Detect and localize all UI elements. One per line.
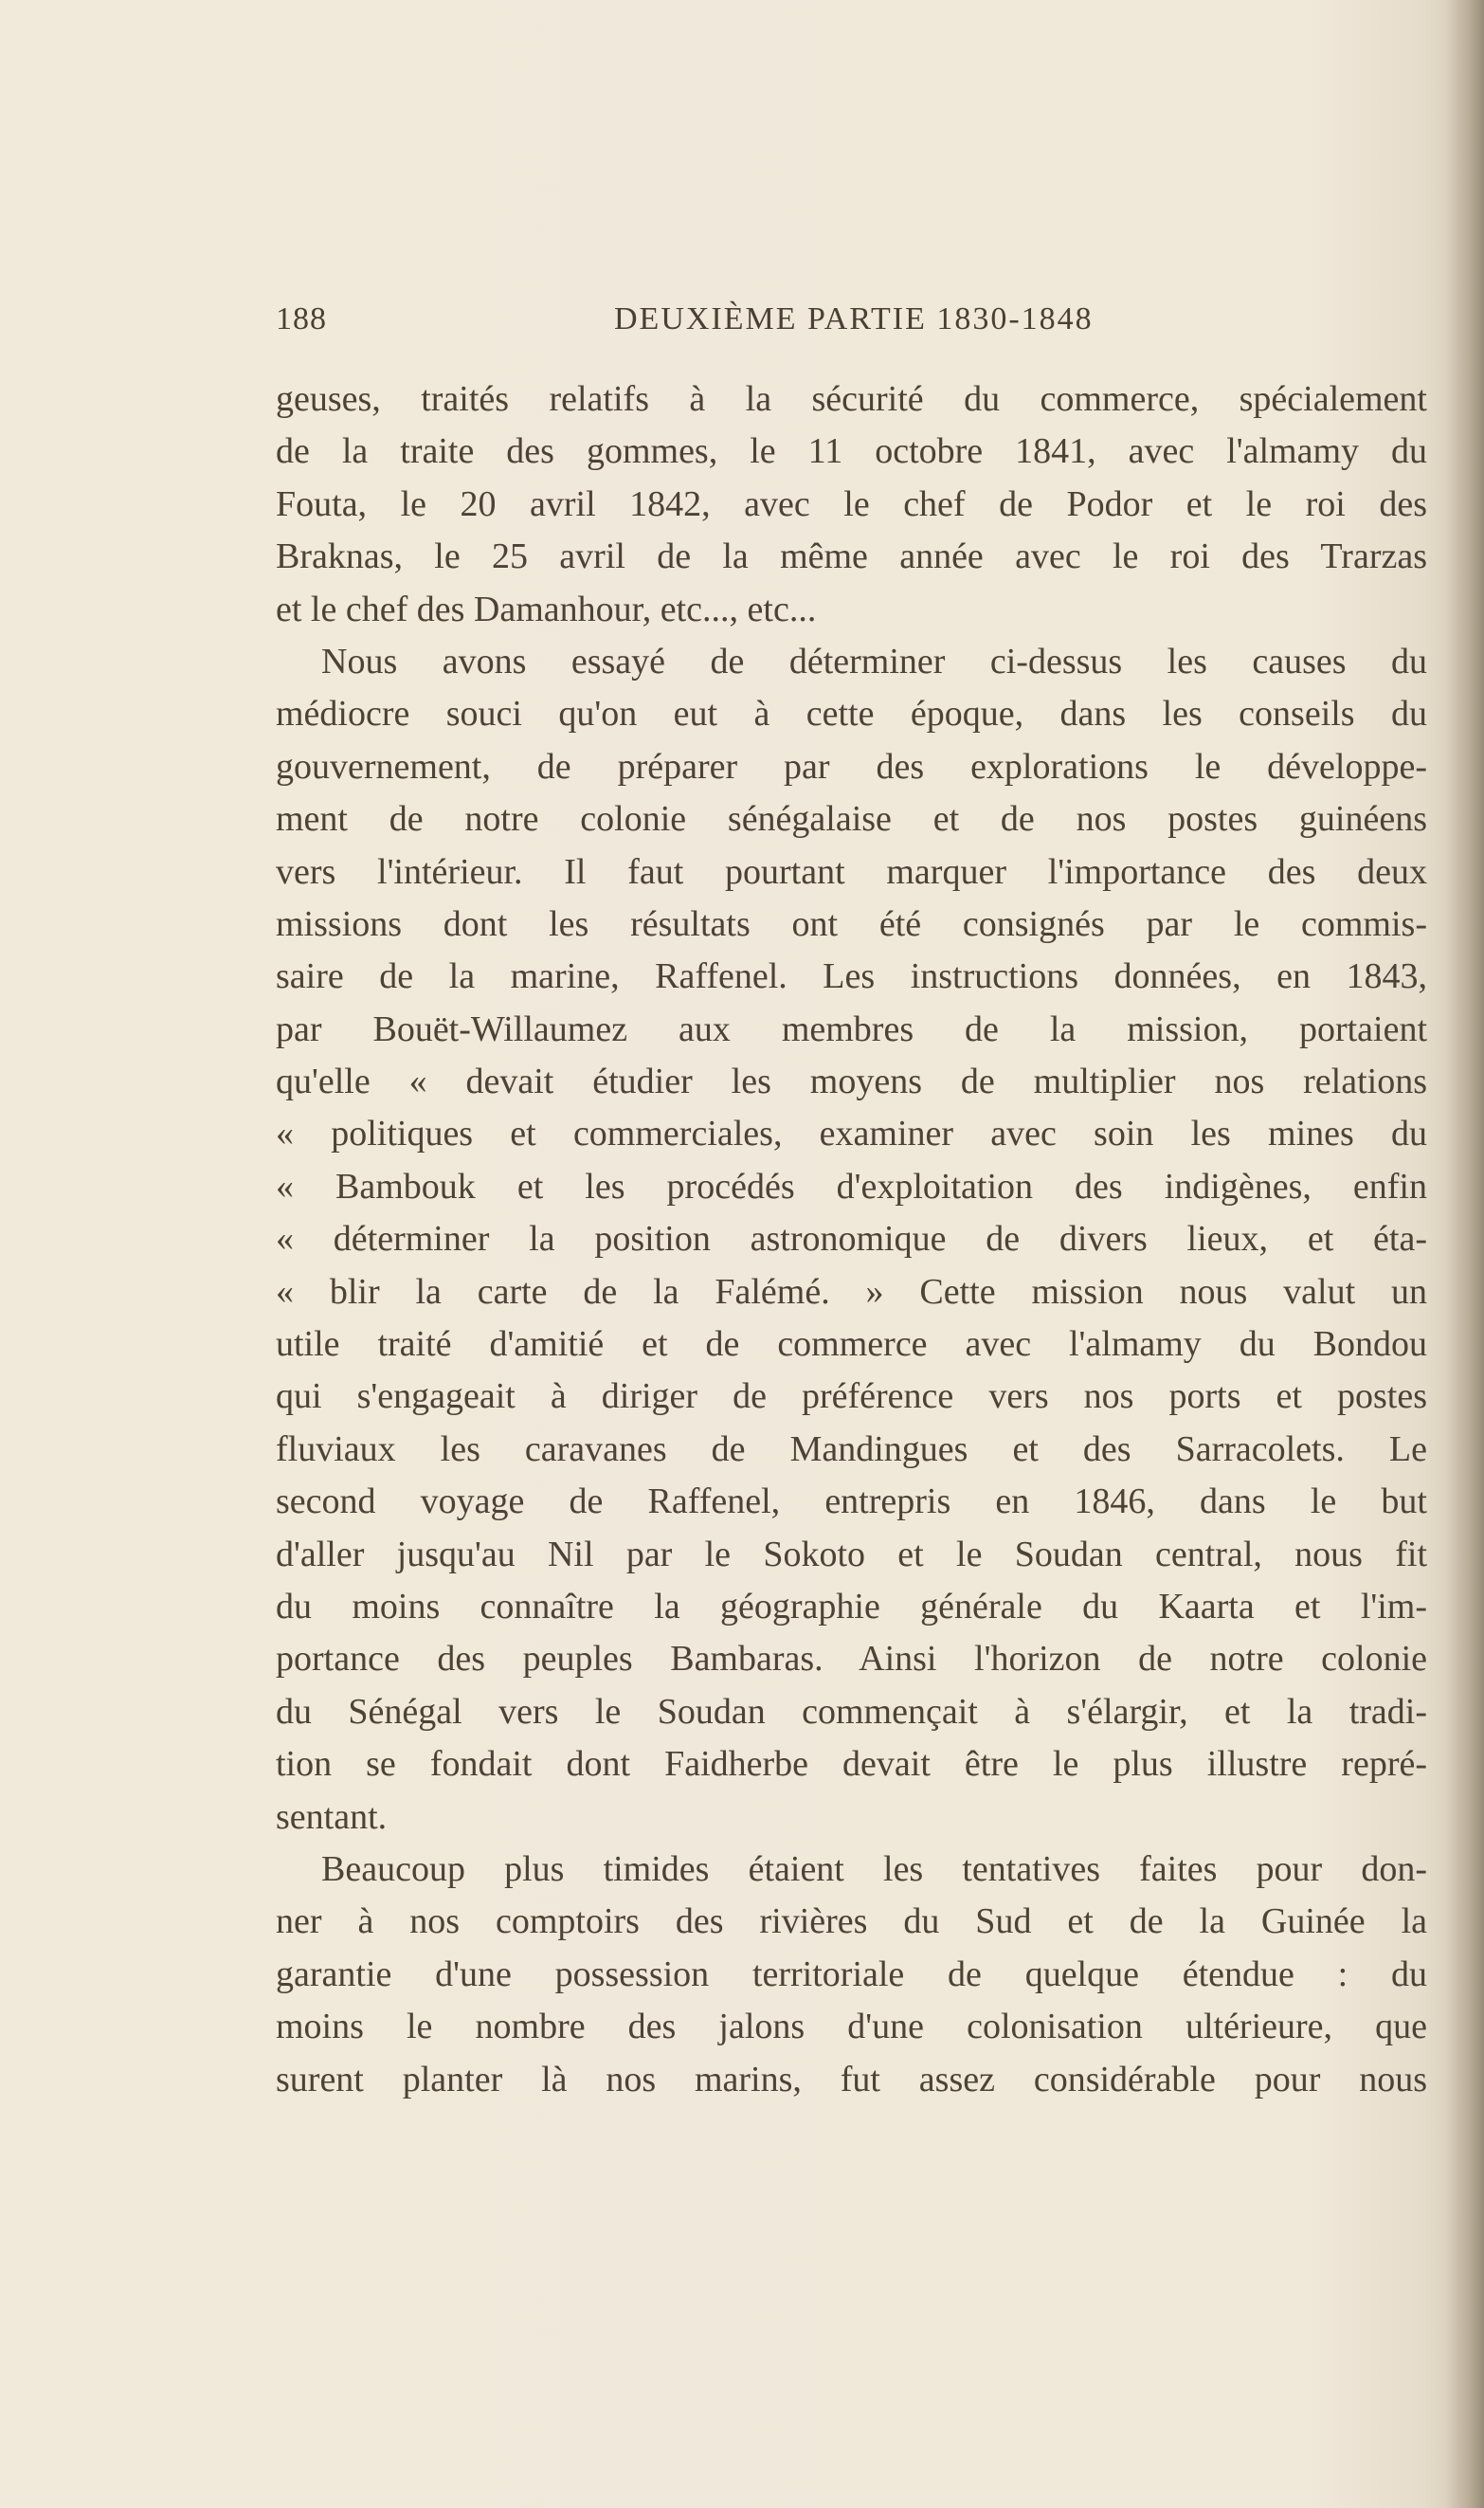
- text-line: tion se fondait dont Faidherbe devait être le plus illustre repré-: [276, 1744, 1427, 1785]
- text-line: gouvernement, de préparer par des explorations le développe-: [276, 746, 1427, 787]
- text-line: ner à nos comptoirs des rivières du Sud et de la Guinée la: [276, 1901, 1427, 1942]
- text-line: geuses, traités relatifs à la sécurité du commerce, spécialement: [276, 379, 1427, 419]
- text-line: saire de la marine, Raffenel. Les instructions données, en 1843,: [276, 956, 1427, 997]
- text-line: « Bambouk et les procédés d'exploitation des indigènes, enfin: [276, 1166, 1427, 1207]
- text-line: « blir la carte de la Falémé. » Cette mission nous valut un: [276, 1271, 1427, 1312]
- text-line: « déterminer la position astronomique de divers lieux, et éta-: [276, 1219, 1427, 1260]
- text-line: moins le nombre des jalons d'une colonisation ultérieure, que: [276, 2007, 1427, 2047]
- page-header: [0, 301, 1484, 349]
- text-line: « politiques et commerciales, examiner avec soin les mines du: [276, 1114, 1427, 1154]
- text-line: ment de notre colonie sénégalaise et de nos postes guinéens: [276, 799, 1427, 840]
- text-line: missions dont les résultats ont été consignés par le commis-: [276, 903, 1427, 944]
- text-line: d'aller jusqu'au Nil par le Sokoto et le Soudan central, nous fit: [276, 1534, 1427, 1574]
- text-line: Nous avons essayé de déterminer ci-dessus les causes du: [321, 641, 1427, 682]
- text-line: utile traité d'amitié et de commerce avec l'almamy du Bondou: [276, 1324, 1427, 1365]
- text-line: fluviaux les caravanes de Mandingues et des Sarracolets. Le: [276, 1428, 1427, 1469]
- text-line: qui s'engageait à diriger de préférence vers nos ports et postes: [276, 1376, 1427, 1417]
- text-line: du moins connaître la géographie générale du Kaarta et l'im-: [276, 1586, 1427, 1627]
- text-line: de la traite des gommes, le 11 octobre 1841, avec l'almamy du: [276, 431, 1427, 472]
- text-line: par Bouët-Willaumez aux membres de la mission, portaient: [276, 1009, 1427, 1049]
- text-line: qu'elle « devait étudier les moyens de multiplier nos relations: [276, 1062, 1427, 1102]
- page-edge-shadow: [1446, 0, 1484, 2508]
- text-line: surent planter là nos marins, fut assez considérable pour nous: [276, 2059, 1427, 2099]
- running-head: DEUXIÈME PARTIE 1830-1848: [614, 301, 1094, 336]
- text-line: Braknas, le 25 avril de la même année avec le roi des Trarzas: [276, 536, 1427, 577]
- body-text: [276, 373, 1427, 2106]
- text-line: vers l'intérieur. Il faut pourtant marquer l'importance des deux: [276, 851, 1427, 892]
- text-line: médiocre souci qu'on eut à cette époque, dans les conseils du: [276, 694, 1427, 735]
- page-number: 188: [276, 301, 327, 336]
- text-line: portance des peuples Bambaras. Ainsi l'horizon de notre colonie: [276, 1639, 1427, 1680]
- text-line: sentant.: [276, 1796, 388, 1837]
- text-line: Fouta, le 20 avril 1842, avec le chef de Podor et le roi des: [276, 483, 1427, 524]
- text-line: second voyage de Raffenel, entrepris en 1846, dans le but: [276, 1481, 1427, 1522]
- text-line: garantie d'une possession territoriale de quelque étendue : du: [276, 1954, 1427, 1994]
- text-line: Beaucoup plus timides étaient les tentatives faites pour don-: [321, 1848, 1427, 1889]
- text-line: et le chef des Damanhour, etc..., etc...: [276, 589, 817, 629]
- text-line: du Sénégal vers le Soudan commençait à s'élargir, et la tradi-: [276, 1691, 1427, 1732]
